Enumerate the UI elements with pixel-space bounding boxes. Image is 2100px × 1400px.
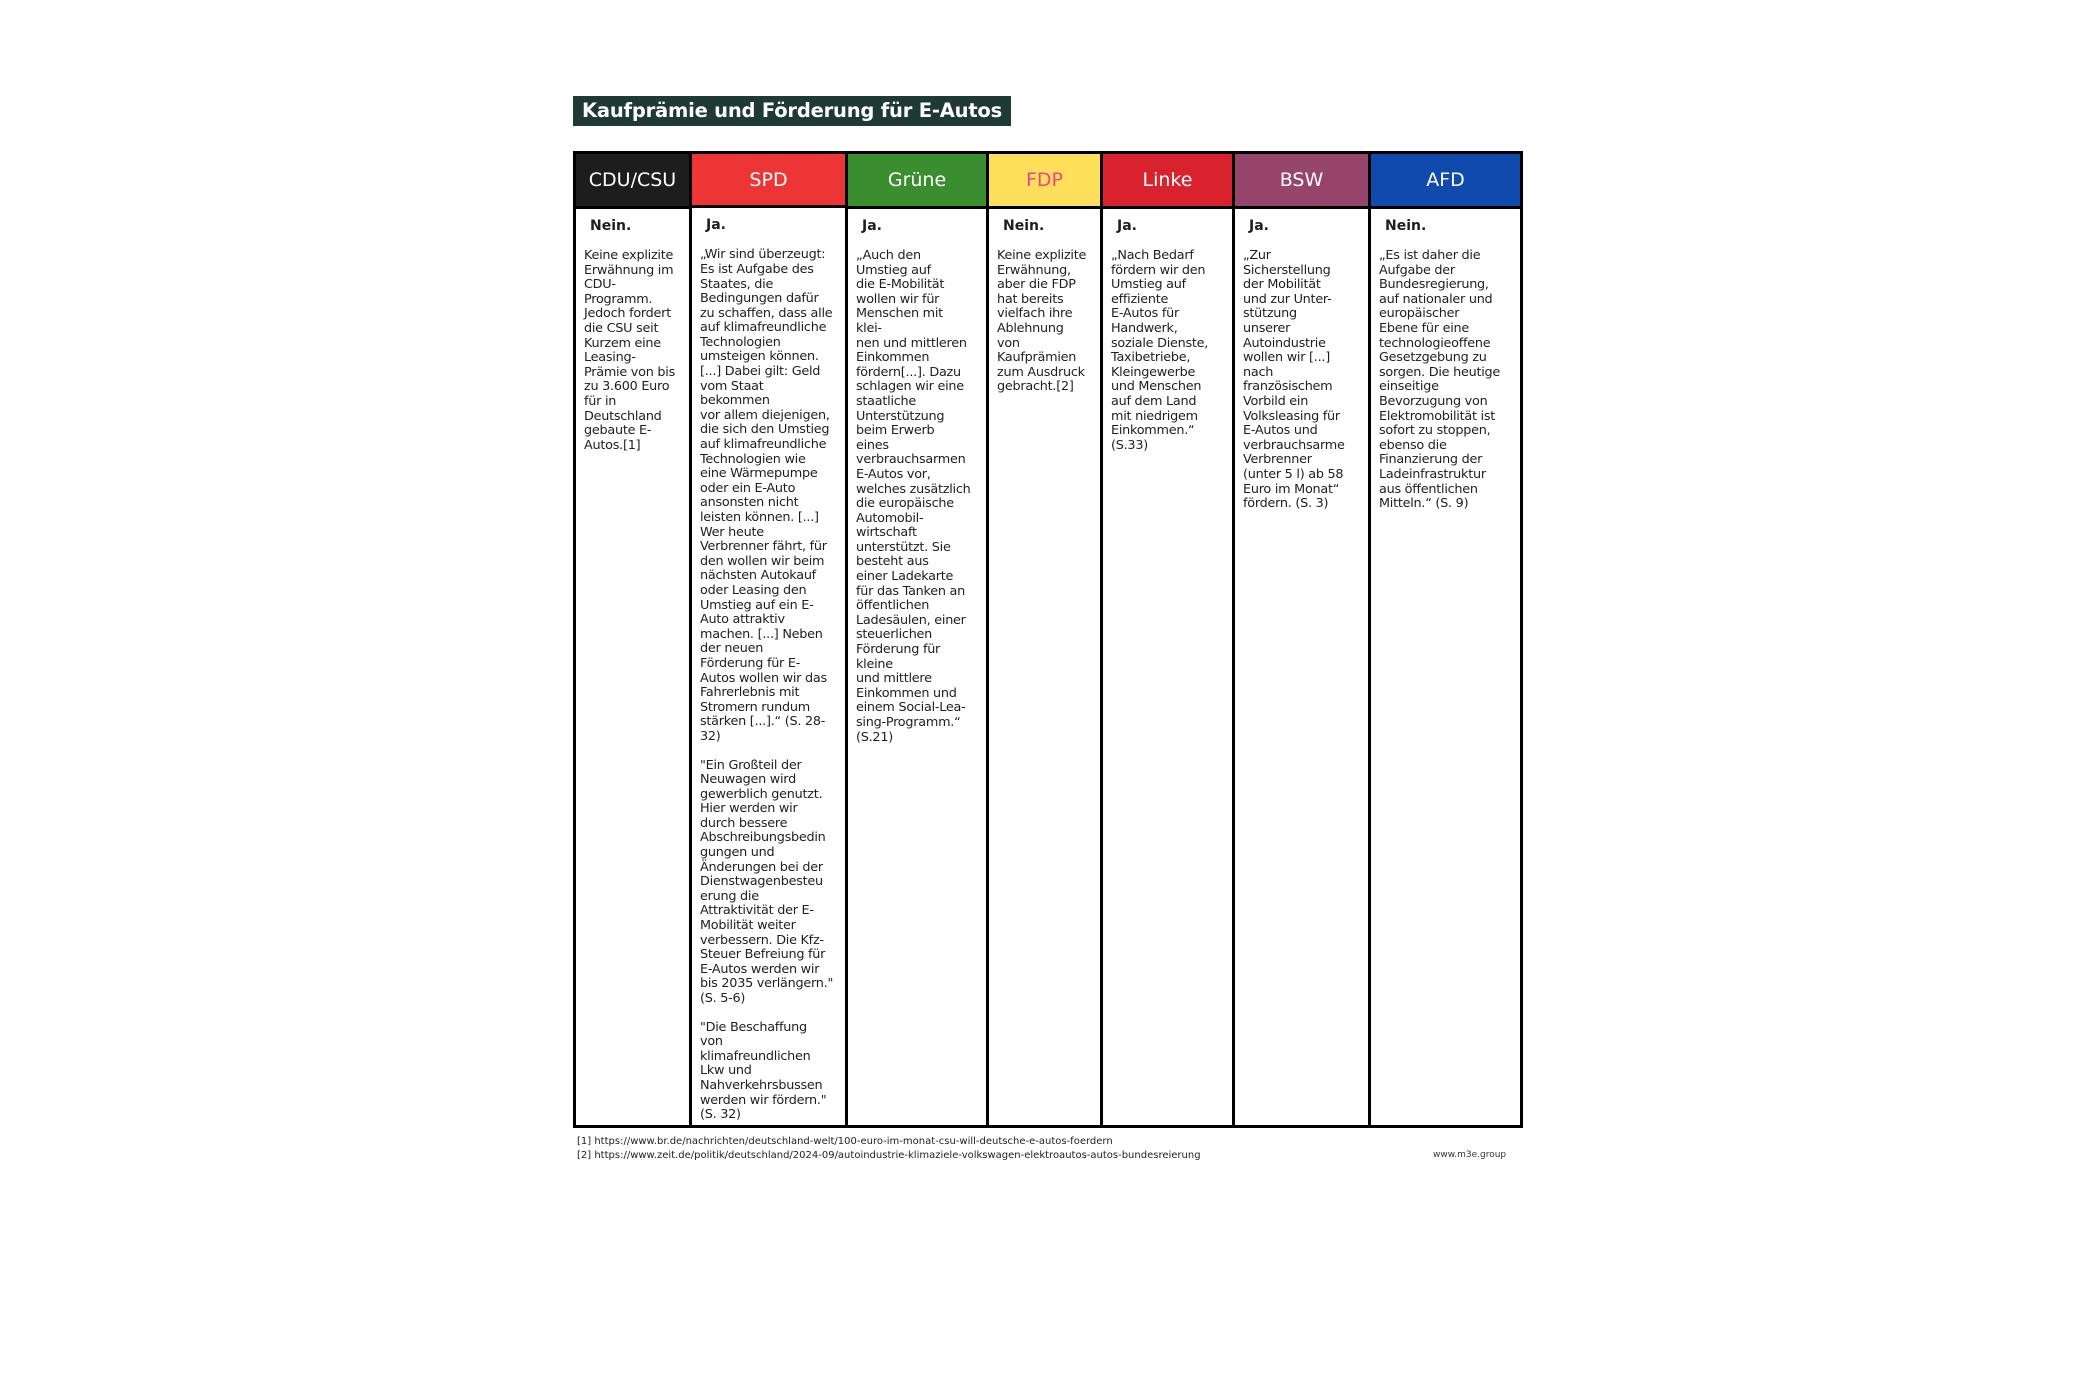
party-header: Linke (1103, 154, 1232, 209)
party-header: CDU/CSU (576, 154, 689, 209)
column-cdu-csu (576, 154, 692, 1125)
answer: Ja. (1117, 218, 1137, 234)
party-cell (989, 209, 1100, 409)
footnotes (577, 1135, 1201, 1163)
party-comparison-table (573, 151, 1523, 1128)
paragraph: Keine explizite Erwähnung im CDU- Programm. Jedoch fordert die CSU seit Kurzem eine Leasing- Prämie von bis zu 3.600 Euro für in Deutschland gebaute E- Autos.[1] (584, 248, 675, 453)
website-label[interactable]: www.m3e.group (1433, 1150, 1507, 1160)
party-cell (1371, 209, 1520, 526)
party-cell (1103, 209, 1232, 467)
page-title: Kaufprämie und Förderung für E-Autos (573, 96, 1011, 126)
answer: Nein. (1003, 218, 1045, 234)
party-header: AFD (1371, 154, 1520, 209)
column-spd (692, 154, 848, 1125)
party-cell (1235, 209, 1368, 526)
paragraph: "Die Beschaffung von klimafreundlichen Lkw und Nahverkehrsbussen werden wir fördern." (S. 32) (700, 1019, 827, 1123)
column-gruene (848, 154, 989, 1125)
party-header: Grüne (848, 154, 986, 209)
answer: Ja. (862, 218, 882, 234)
paragraph: „Nach Bedarf fördern wir den Umstieg auf effiziente E-Autos für Handwerk, soziale Dienste, Taxibetriebe, Kleingewerbe und Menschen auf dem Land mit niedrigem Einkommen.“ (S.33) (1111, 248, 1209, 453)
paragraph: „Es ist daher die Aufgabe der Bundesregierung, auf nationaler und europäischer Ebene für eine technologieoffene Gesetzgebung zu sorgen. Die heutige einseitige Bevorzugung von Elektromobilität ist sofort zu stoppen, ebenso die Finanzierung der Ladeinfrastruktur aus öffentlichen Mitteln.“ (S. 9) (1379, 248, 1501, 512)
answer: Ja. (706, 217, 726, 234)
party-cell (848, 209, 986, 759)
paragraph: "Ein Großteil der Neuwagen wird gewerblich genutzt. Hier werden wir durch bessere Abschreibungsbedin gungen und Änderungen bei der Dienstwagenbesteu erung die Attraktivität der E- Mobilität weiter verbessern. Die Kfz- Steuer Befreiung für E-Autos werden wir bis 2035 verlängern." (S. 5-6) (700, 757, 834, 1007)
column-afd (1371, 154, 1520, 1125)
footnote-link[interactable]: [2] https://www.zeit.de/politik/deutschland/2024-09/autoindustrie-klimaziele-volkswagen-elektroautos-autos-bundesreierung (577, 1150, 1201, 1161)
answer: Nein. (590, 218, 632, 234)
party-cell (576, 209, 689, 467)
party-header: BSW (1235, 154, 1368, 209)
footnote-link[interactable]: [1] https://www.br.de/nachrichten/deutschland-welt/100-euro-im-monat-csu-will-deutsche-e-autos-foerdern (577, 1136, 1113, 1147)
paragraph: „Wir sind überzeugt: Es ist Aufgabe des Staates, die Bedingungen dafür zu schaffen, dass alle auf klimafreundliche Technologien umsteigen können. [...] Dabei gilt: Geld vom Staat bekommen vor allem diejenigen, die sich den Umstieg auf klimafreundliche Technologien wie eine Wärmepumpe oder ein E-Auto ansonsten nicht leisten können. [...] Wer heute Verbrenner fährt, für den wollen wir beim nächsten Autokauf oder Leasing den Umstieg auf ein E- Auto attraktiv machen. [...] Neben der neuen Förderung für E- Autos wollen wir das Fahrerlebnis mit Stromern rundum stärken [...].“ (S. 28-32) (700, 247, 833, 744)
column-fdp (989, 154, 1103, 1125)
answer: Ja. (1249, 218, 1269, 234)
party-header: SPD (692, 154, 845, 208)
paragraph: Keine explizite Erwähnung, aber die FDP hat bereits vielfach ihre Ablehnung von Kaufprämien zum Ausdruck gebracht.[2] (997, 248, 1087, 395)
party-header: FDP (989, 154, 1100, 209)
column-bsw (1235, 154, 1371, 1125)
answer: Nein. (1385, 218, 1427, 234)
party-cell (692, 208, 845, 1125)
column-linke (1103, 154, 1235, 1125)
paragraph: „Auch den Umstieg auf die E-Mobilität wollen wir für Menschen mit klei- nen und mittleren Einkommen fördern[...]. Dazu schlagen wir eine staatliche Unterstützung beim Erwerb eines verbrauchsarmen E-Autos vor, welches zusätzlich die europäische Automobil- wirtschaft unterstützt. Sie besteht aus einer Ladekarte für das Tanken an öffentlichen Ladesäulen, einer steuerlichen Förderung für kleine und mittlere Einkommen und einem Social-Lea- sing-Programm.“ (S.21) (856, 248, 971, 745)
paragraph: „Zur Sicherstellung der Mobilität und zur Unter- stützung unserer Autoindustrie wollen wir [...] nach französischem Vorbild ein Volksleasing für E-Autos und verbrauchsarme Verbrenner (unter 5 l) ab 58 Euro im Monat“ fördern. (S. 3) (1243, 248, 1345, 512)
